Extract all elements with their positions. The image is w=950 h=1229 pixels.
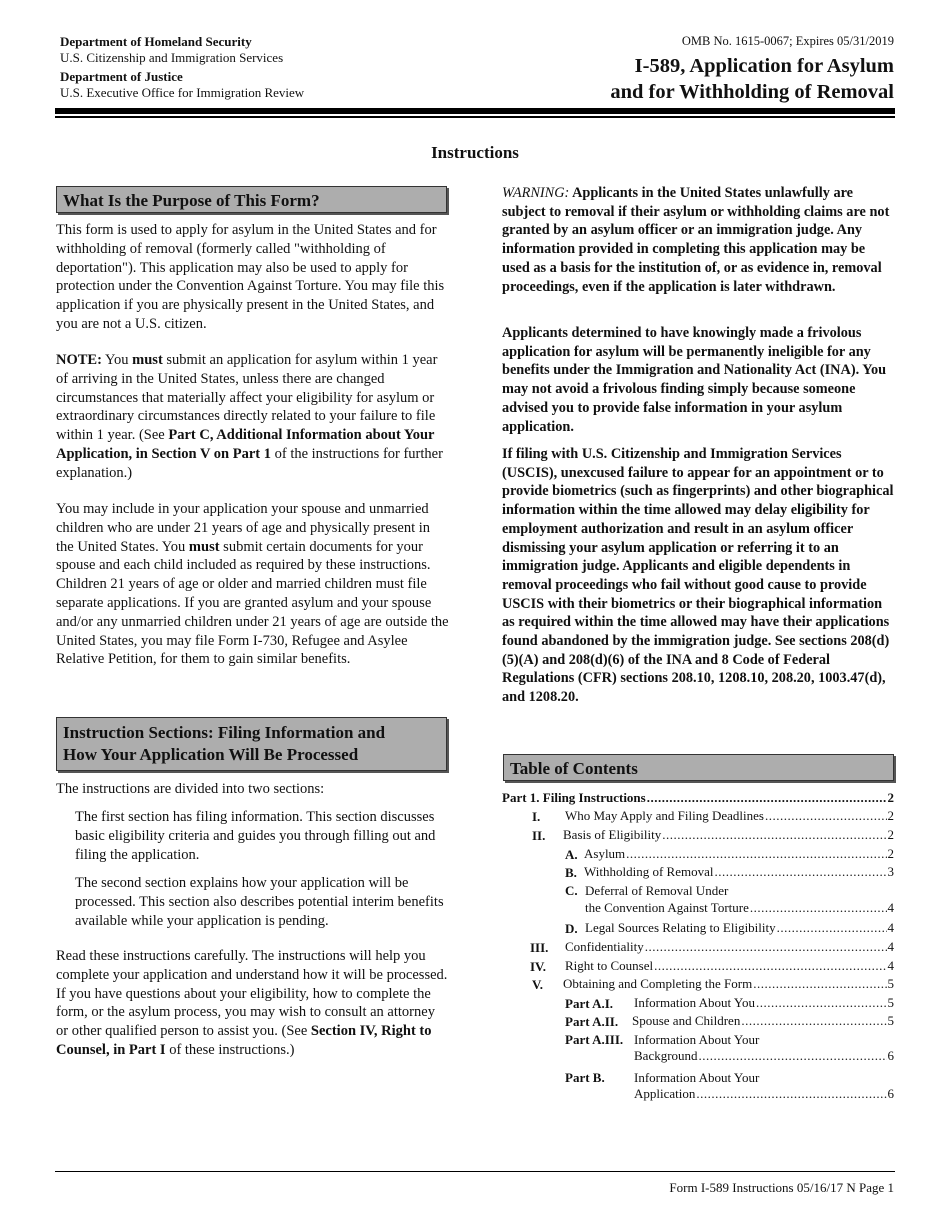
warning-paragraph: WARNING: Applicants in the United States unlawfully are subject to removal if their asylum or withholding claims are not granted by an asylum officer or an immigration judge. Any information provided in completing this application may be used as a basis for the institution of, or as evidence in, removal proceedings, even if the application is later withdrawn. <box>502 185 890 295</box>
form-title <box>610 53 894 105</box>
toc-aiii[interactable]: Background ..... 6 <box>634 1048 894 1064</box>
toc-c-line1: Deferral of Removal Under <box>585 883 729 898</box>
toc-ii[interactable]: Basis of Eligibility ..... 2 <box>563 827 894 843</box>
toc-d[interactable]: Legal Sources Relating to Eligibility ..... 4 <box>585 920 894 936</box>
family-paragraph: You may include in your application your spouse and unmarried children who are under 21 years of age and physically present in the United States. You must submit certain documents for your spouse and each child included as required by these instructions. Children 21 years of age or older and married children must file separate applications. If you are granted asylum and your spouse and/or any unmarried children under 21 years of age are outside the United States, you may file Form I-730, Refugee and Asylee Relative Petition, for them to gain similar benefits. <box>56 501 449 668</box>
warning-label: WARNING: <box>502 185 570 201</box>
frivolous-paragraph: Applicants determined to have knowingly made a frivolous application for asylum will be permanently ineligible for any benefits under the Immigration and Nationality Act (INA). You may not avoid a frivolous finding simply because someone advised you to provide false information in your asylum application. <box>502 325 887 435</box>
agency-block <box>60 34 304 101</box>
toc-ii-number: II. <box>532 828 546 843</box>
note-label: NOTE: <box>56 352 102 368</box>
note-paragraph: NOTE: You must submit an application for asylum within 1 year of arriving in the United States, unless there are changed circumstances that materially affect your eligibility for asylum or extraordinary circumstances directly related to your failure to file within 1 year. (See Part C, Additional Information about Your Application, in Section V on Part 1 of the instructions for further explanation.) <box>56 352 443 481</box>
first-section-description: The first section has filing information. This section discusses basic eligibility criteria and guides you through filling out and filing the application. <box>75 809 436 863</box>
toc-c-number: C. <box>565 883 578 898</box>
toc-iv[interactable]: Right to Counsel ..... 4 <box>565 958 894 974</box>
footer-rule <box>55 1171 895 1172</box>
read-instructions-paragraph: Read these instructions carefully. The instructions will help you complete your application and understand how it will be processed. If you have questions about your eligibility, how to complete the form, or the asylum process, you may wish to consult an attorney or other qualified person to assist you. (See Section IV, Right to Counsel, in Part I of these instructions.) <box>56 948 448 1058</box>
toc-aiii-number: Part A.III. <box>565 1032 624 1047</box>
toc-heading: Table of Contents <box>503 754 894 781</box>
toc-b[interactable]: Withholding of Removal ..... 3 <box>584 864 894 880</box>
omb-number: OMB No. 1615-0067; Expires 05/31/2019 <box>681 34 894 48</box>
toc-i-number: I. <box>532 809 541 824</box>
toc-iv-number: IV. <box>530 959 547 974</box>
toc-part1[interactable]: Part 1. Filing Instructions ..... 2 <box>502 790 894 806</box>
agency-doj: Department of Justice <box>60 69 183 84</box>
toc-b-number: B. <box>565 865 577 880</box>
agency-dhs: Department of Homeland Security <box>60 34 252 49</box>
toc-aiii-line1: Information About Your <box>634 1032 760 1047</box>
toc-d-number: D. <box>565 921 578 936</box>
toc-ai-number: Part A.I. <box>565 996 614 1011</box>
toc-iii[interactable]: Confidentiality ..... 4 <box>565 939 894 955</box>
read-reference: Section IV, Right to Counsel, in Part I <box>56 1023 432 1058</box>
toc-i[interactable]: Who May Apply and Filing Deadlines ..... 2 <box>565 808 894 824</box>
toc-pb[interactable]: Application ..... 6 <box>634 1086 894 1102</box>
form-title-line2: and for Withholding of Removal <box>610 81 894 103</box>
page-title: Instructions <box>431 143 519 162</box>
toc-iii-number: III. <box>530 940 549 955</box>
toc-a[interactable]: Asylum ..... 2 <box>584 846 894 862</box>
toc-v[interactable]: Obtaining and Completing the Form ..... 5 <box>563 976 894 992</box>
toc-c[interactable]: the Convention Against Torture ..... 4 <box>585 900 894 916</box>
toc-v-number: V. <box>532 977 543 992</box>
sections-intro: The instructions are divided into two sections: <box>56 781 325 797</box>
page-footer: Form I-589 Instructions 05/16/17 N Page 1 <box>669 1180 894 1195</box>
section-heading-instruction-sections: Instruction Sections: Filing Information and How Your Application Will Be Processed <box>56 717 447 771</box>
toc-a-number: A. <box>565 847 578 862</box>
toc-pb-line1: Information About Your <box>634 1070 760 1085</box>
agency-eoir: U.S. Executive Office for Immigration Review <box>60 85 305 100</box>
note-reference: Part C, Additional Information about Your Application, in Section V on Part 1 <box>56 427 435 462</box>
section-heading-purpose: What Is the Purpose of This Form? <box>56 186 447 213</box>
toc-pb-number: Part B. <box>565 1070 605 1085</box>
toc-aii[interactable]: Spouse and Children ..... 5 <box>632 1013 894 1029</box>
header-rule-thick <box>55 108 895 114</box>
form-title-line1: I-589, Application for Asylum <box>634 55 894 77</box>
agency-uscis: U.S. Citizenship and Immigration Services <box>60 50 284 65</box>
uscis-paragraph: If filing with U.S. Citizenship and Immigration Services (USCIS), unexcused failure to appear for an appointment or to provide biometrics (such as fingerprints) and other biographical information within the time allowed may delay eligibility for employment authorization and result in an asylum officer dismissing your asylum application or referring it to an immigration judge. Applicants and eligible dependents in removal proceedings who fail without good cause to provide USCIS with their biometrics or their biographical information as required within the time allowed may have their applications found abandoned by the immigration judge. See sections 208(d)(5)(A) and 208(d)(6) of the INA and 8 Code of Federal Regulations (CFR) sections 208.10, 1208.10, 208.20, 1003.47(d), and 1208.20. <box>502 446 894 706</box>
purpose-paragraph: This form is used to apply for asylum in the United States and for withholding of removal (formerly called "withholding of deportation"). This application may also be used to apply for protection under the Convention Against Torture. You may file this application if you are physically present in the United States, and you are not a U.S. citizen. <box>56 222 445 332</box>
header-rule-thin <box>55 116 895 118</box>
second-section-description: The second section explains how your application will be processed. This section also describes potential interim benefits available while your application is pending. <box>75 875 444 929</box>
toc-aii-number: Part A.II. <box>565 1014 619 1029</box>
toc-ai[interactable]: Information About You ..... 5 <box>634 995 894 1011</box>
